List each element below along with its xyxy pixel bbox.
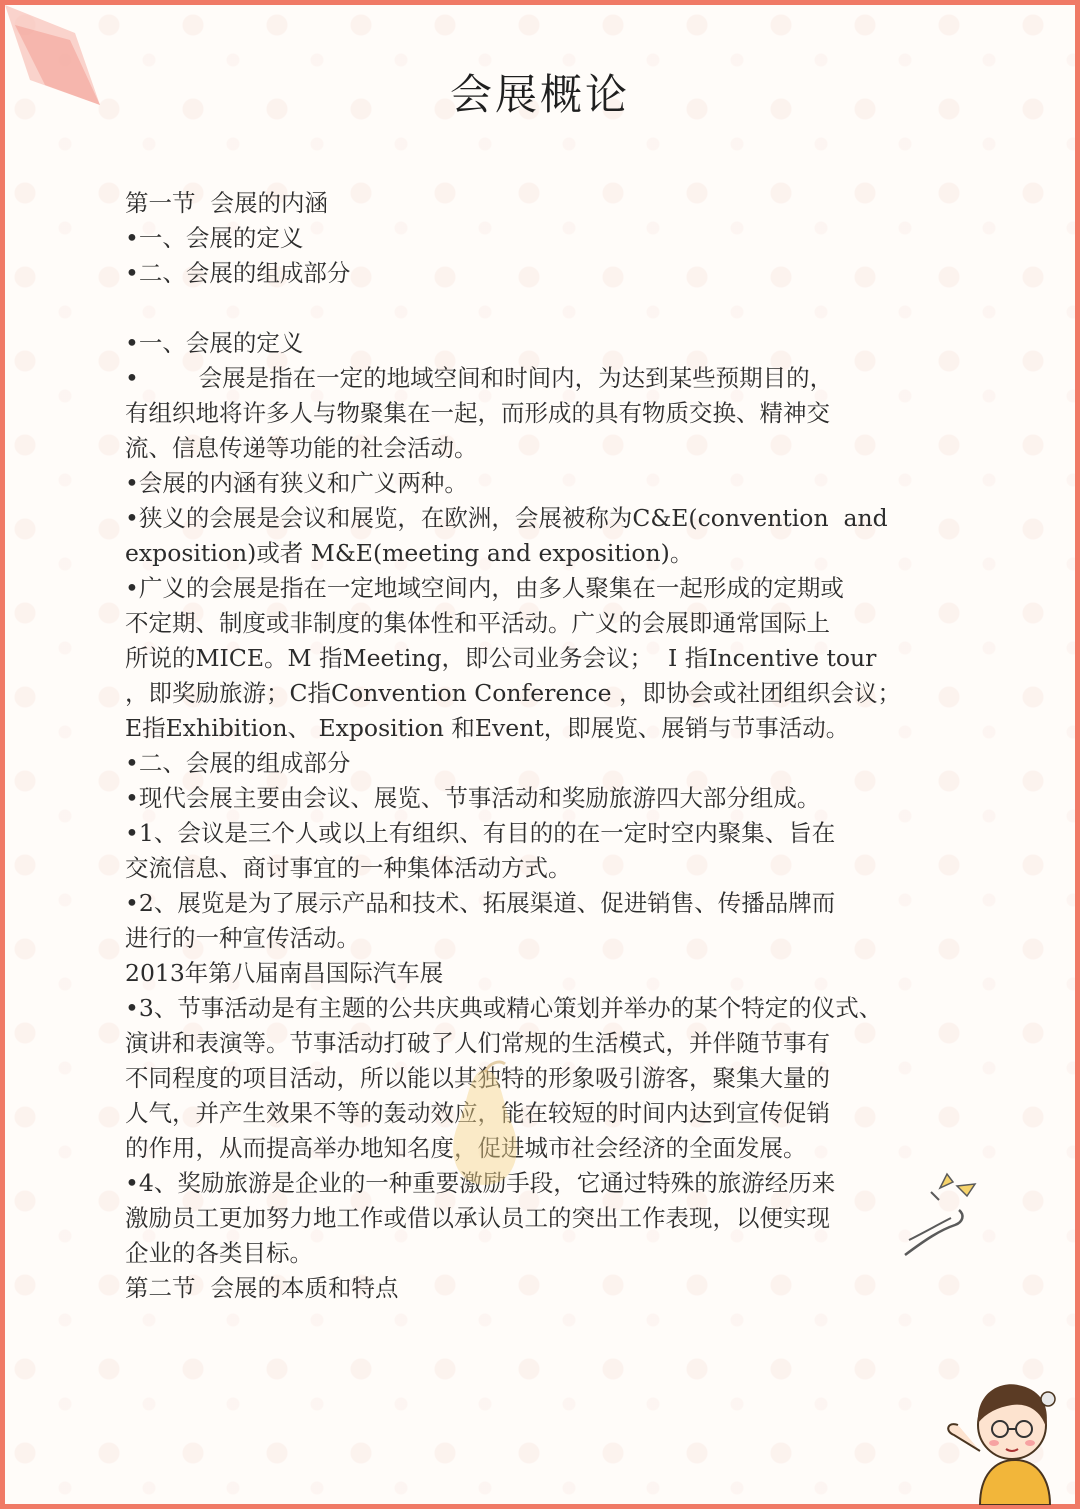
text-line: exposition)或者 M&E(meeting and exposition)。 bbox=[125, 539, 694, 567]
text-line: •现代会展主要由会议、展览、节事活动和奖励旅游四大部分组成。 bbox=[125, 784, 821, 812]
text-line: •二、会展的组成部分 bbox=[125, 749, 351, 777]
text-line: 流、信息传递等功能的社会活动。 bbox=[125, 434, 478, 462]
text-line: ，即奖励旅游；C指Convention Conference ，即协会或社团组织会议； bbox=[125, 679, 901, 707]
text-line: 演讲和表演等。节事活动打破了人们常规的生活模式，并伴随节事有 bbox=[125, 1029, 830, 1057]
text-line: •一、会展的定义 bbox=[125, 224, 304, 252]
girl-sticker-icon bbox=[940, 1365, 1075, 1505]
text-line: •狭义的会展是会议和展览，在欧洲，会展被称为C&E(convention and bbox=[125, 504, 888, 532]
text-line: •2、展览是为了展示产品和技术、拓展渠道、促进销售、传播品牌而 bbox=[125, 889, 836, 917]
text-line: 不定期、制度或非制度的集体性和平活动。广义的会展即通常国际上 bbox=[125, 609, 830, 637]
text-line: • 会展是指在一定的地域空间和时间内，为达到某些预期目的， bbox=[125, 364, 834, 392]
text-line: 有组织地将许多人与物聚集在一起，而形成的具有物质交换、精神交 bbox=[125, 399, 830, 427]
text-line: 2013年第八届南昌国际汽车展 bbox=[125, 959, 444, 987]
document-body bbox=[125, 186, 975, 1306]
text-line: 进行的一种宣传活动。 bbox=[125, 924, 360, 952]
text-line: 第二节 会展的本质和特点 bbox=[125, 1274, 399, 1302]
blank-line bbox=[125, 291, 975, 326]
text-line: •广义的会展是指在一定地域空间内，由多人聚集在一起形成的定期或 bbox=[125, 574, 844, 602]
text-line: 激励员工更加努力地工作或借以承认员工的突出工作表现，以便实现 bbox=[125, 1204, 830, 1232]
text-line: 人气，并产生效果不等的轰动效应，能在较短的时间内达到宣传促销 bbox=[125, 1099, 830, 1127]
text-line: •3、节事活动是有主题的公共庆典或精心策划并举办的某个特定的仪式、 bbox=[125, 994, 883, 1022]
text-line: •4、奖励旅游是企业的一种重要激励手段，它通过特殊的旅游经历来 bbox=[125, 1169, 836, 1197]
text-line: 第一节 会展的内涵 bbox=[125, 189, 328, 217]
text-line: 企业的各类目标。 bbox=[125, 1239, 313, 1267]
text-line: •会展的内涵有狭义和广义两种。 bbox=[125, 469, 468, 497]
text-line: 所说的MICE。M 指Meeting，即公司业务会议； I 指Incentive tour bbox=[125, 644, 877, 672]
text-line: E指Exhibition、 Exposition 和Event，即展览、展销与节事活动。 bbox=[125, 714, 850, 742]
sparkle-icon bbox=[895, 1170, 995, 1260]
text-line: •一、会展的定义 bbox=[125, 329, 304, 357]
text-line: 的作用，从而提高举办地知名度，促进城市社会经济的全面发展。 bbox=[125, 1134, 807, 1162]
text-line: 交流信息、商讨事宜的一种集体活动方式。 bbox=[125, 854, 572, 882]
text-line: •1、会议是三个人或以上有组织、有目的的在一定时空内聚集、旨在 bbox=[125, 819, 836, 847]
pear-watermark-icon bbox=[430, 1060, 540, 1190]
page-title: 会展概论 bbox=[449, 70, 630, 119]
text-line: •二、会展的组成部分 bbox=[125, 259, 351, 287]
text-line: 不同程度的项目活动，所以能以其独特的形象吸引游客，聚集大量的 bbox=[125, 1064, 830, 1092]
